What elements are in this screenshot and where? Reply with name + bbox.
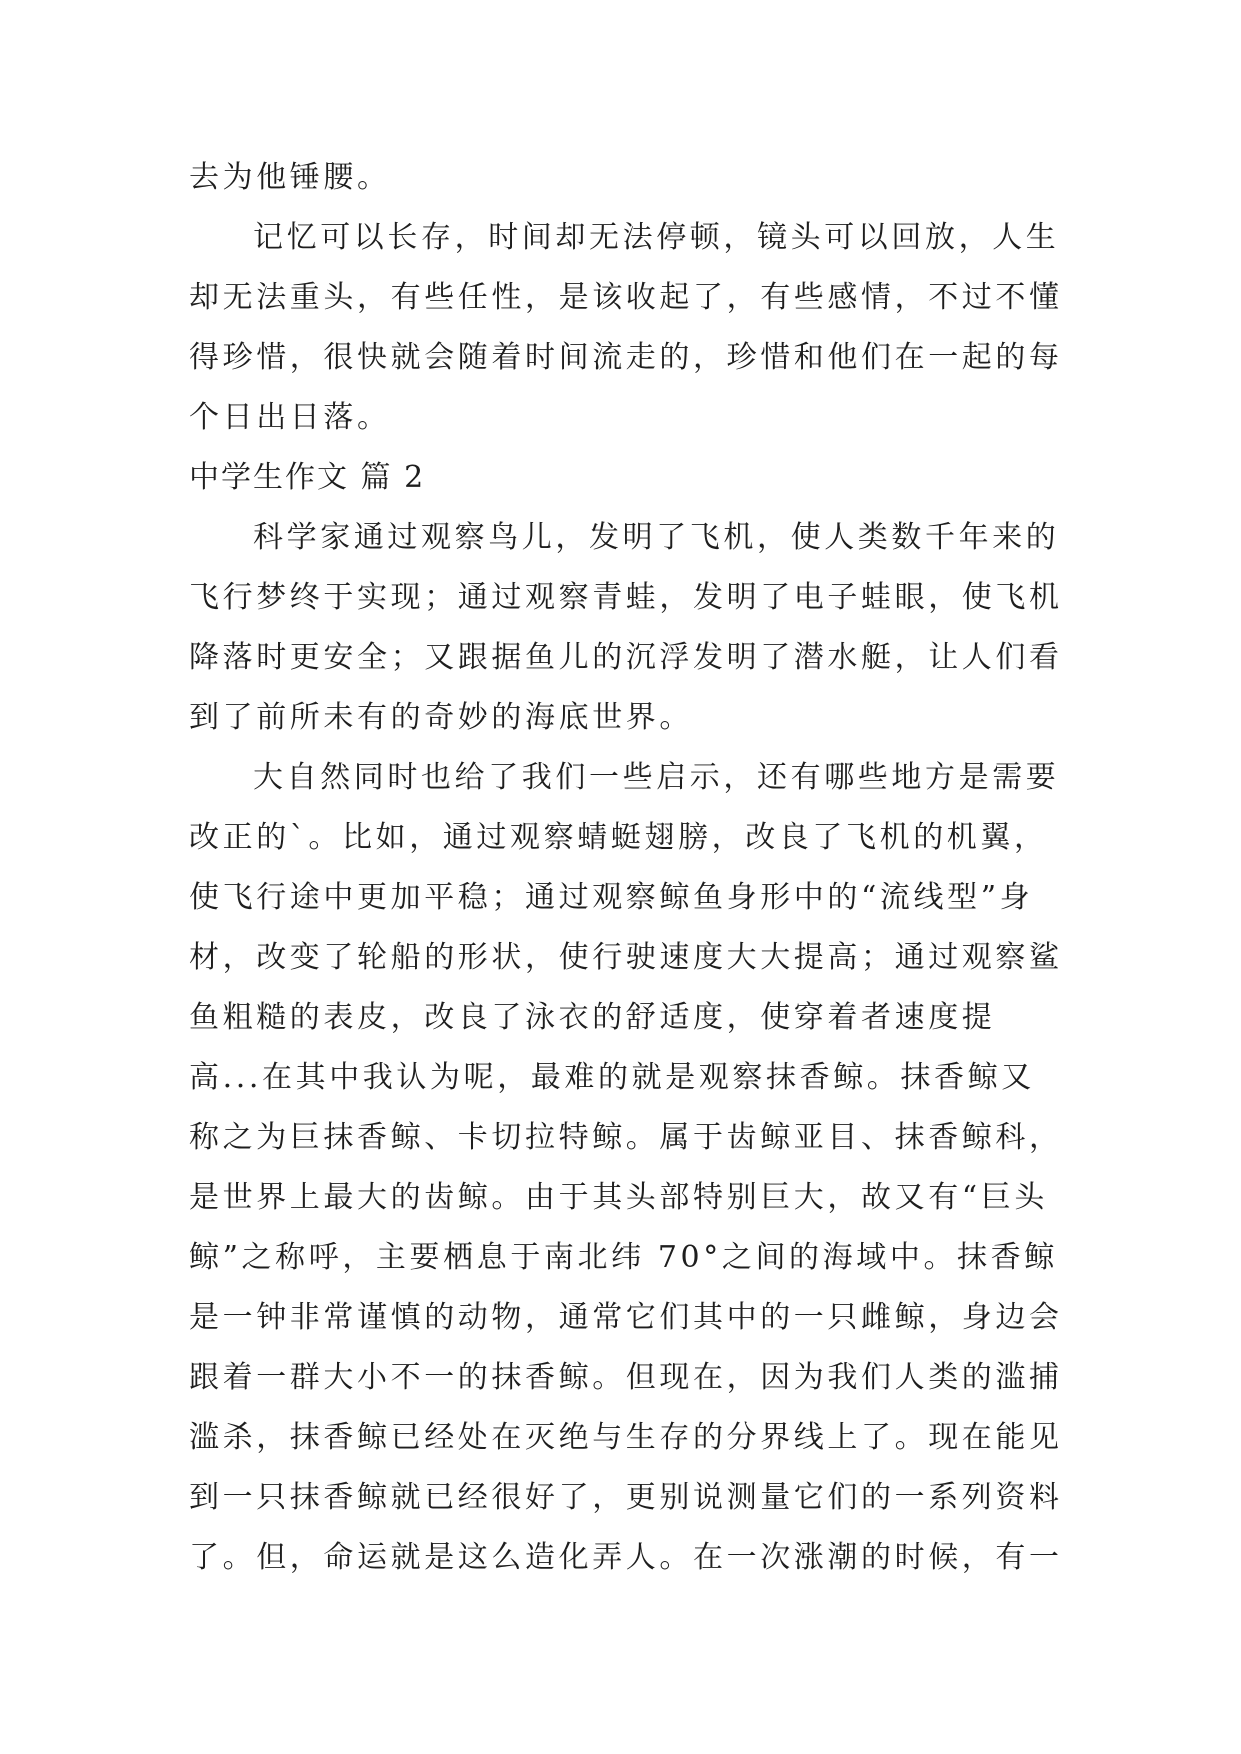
text-line: 到了前所未有的奇妙的海底世界。: [189, 700, 693, 735]
text-line: 鱼粗糙的表皮，改良了泳衣的舒适度，使穿着者速度提: [189, 1000, 996, 1035]
text-line: 称之为巨抹香鲸、卡切拉特鲸。属于齿鲸亚目、抹香鲸科，: [189, 1120, 1063, 1155]
text-line: 滥杀，抹香鲸已经处在灭绝与生存的分界线上了。现在能见: [189, 1420, 1063, 1455]
text-line: 是世界上最大的齿鲸。由于其头部特别巨大，故又有“巨头: [189, 1180, 1048, 1215]
text-line: 得珍惜，很快就会随着时间流走的，珍惜和他们在一起的每: [189, 340, 1063, 375]
text-line: 改正的`。比如，通过观察蜻蜓翅膀，改良了飞机的机翼，: [189, 820, 1048, 855]
text-line: 是一钟非常谨慎的动物，通常它们其中的一只雌鲸，身边会: [189, 1300, 1063, 1335]
text-line: 了。但，命运就是这么造化弄人。在一次涨潮的时候，有一: [189, 1540, 1063, 1575]
text-line: 材，改变了轮船的形状，使行驶速度大大提高；通过观察鲨: [189, 940, 1063, 975]
section-heading: 中学生作文 篇 2: [189, 460, 426, 495]
text-line: 记忆可以长存，时间却无法停顿，镜头可以回放，人生: [253, 220, 1060, 255]
text-line: 高...在其中我认为呢，最难的就是观察抹香鲸。抹香鲸又: [189, 1060, 1035, 1095]
text-line: 降落时更安全；又跟据鱼儿的沉浮发明了潜水艇，让人们看: [189, 640, 1063, 675]
text-line: 科学家通过观察鸟儿，发明了飞机，使人类数千年来的: [253, 520, 1060, 555]
text-line: 鲸”之称呼，主要栖息于南北纬 70°之间的海域中。抹香鲸: [189, 1240, 1058, 1275]
text-line: 个日出日落。: [189, 400, 391, 435]
text-line: 却无法重头，有些任性，是该收起了，有些感情，不过不懂: [189, 280, 1063, 315]
text-line: 大自然同时也给了我们一些启示，还有哪些地方是需要: [253, 760, 1060, 795]
text-line: 跟着一群大小不一的抹香鲸。但现在，因为我们人类的滥捕: [189, 1360, 1063, 1395]
text-line: 使飞行途中更加平稳；通过观察鲸鱼身形中的“流线型”身: [189, 880, 1034, 915]
text-line: 到一只抹香鲸就已经很好了，更别说测量它们的一系列资料: [189, 1480, 1063, 1515]
essay-body: [189, 148, 1063, 1588]
text-line: 去为他锤腰。: [189, 160, 391, 195]
text-line: 飞行梦终于实现；通过观察青蛙，发明了电子蛙眼，使飞机: [189, 580, 1063, 615]
